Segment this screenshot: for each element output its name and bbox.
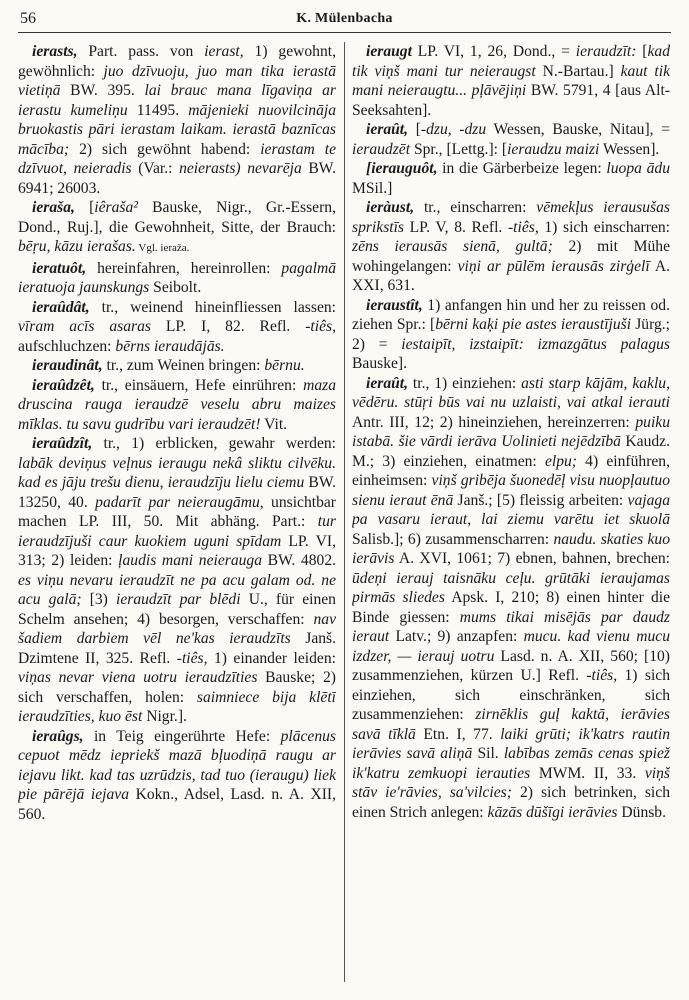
dictionary-entry <box>18 42 336 198</box>
entry-text: tr., weinend hineinfliessen lassen: <box>89 298 336 316</box>
entry-example: viņš stāv ie'rāvies, sa'vilcies; <box>352 764 670 801</box>
entry-text: BW. 395. <box>60 82 145 99</box>
entry-text: (Var.: <box>131 160 180 177</box>
entry-example: kāzās dūšīgi ierāvies <box>487 803 618 821</box>
entry-text: Lasd. n. A. XII, 560; [10) zusammenziehen, kürzen U.] Refl. <box>352 647 670 684</box>
entry-example: ieraudzu maizi <box>507 140 600 158</box>
entry-example: laiki grūti; ik'katrs rautin ierāvies savā aliņā <box>352 725 670 762</box>
entry-example: bērni kaķi pie astes ieraustījuši <box>435 316 632 333</box>
entry-example: padarīt par neieraugāmu, <box>95 493 264 511</box>
entry-text: 2) sich betrinken, sich einen Strich anlegen: <box>352 784 670 821</box>
dictionary-entry <box>352 198 670 296</box>
dictionary-entry <box>18 298 336 357</box>
entry-text: Janš. Dzimtene II, 325. Refl. <box>18 630 336 667</box>
entry-headword: ieraugt <box>366 43 412 60</box>
entry-text: 1) sich einziehen, sich einschränken, sich zusammenziehen: <box>352 667 670 723</box>
entry-example: bērnu. <box>264 357 305 374</box>
entry-headword: ieratuôt, <box>32 259 87 277</box>
entry-text: Latv.; 9) anzapfen: <box>389 628 524 645</box>
entry-example: ieraudzīt: <box>575 43 637 60</box>
entry-text: Antr. III, 12; 2) hineinziehen, hereinzerren: <box>352 413 636 431</box>
entry-text: Wessen, Bauske, Nitau], = <box>486 121 670 138</box>
entry-headword: ieraûdzît, <box>32 435 93 452</box>
entry-text: Nigr.]. <box>142 708 187 725</box>
dictionary-entry <box>18 376 336 435</box>
dictionary-entry <box>18 727 336 825</box>
entry-example: mucu. kad vienu mucu izdzer, — ierauj uotru <box>352 628 670 665</box>
entry-text: unsichtbar machen LP. III, 50. Mit abhäng. Part.: <box>18 493 336 530</box>
entry-text: MSil.] <box>352 179 393 197</box>
entry-headword: ieraustît, <box>366 296 423 314</box>
entry-text: BW. 4802. <box>262 552 336 569</box>
entry-headword: ieraût, <box>366 121 409 138</box>
entry-example: juo dzīvuoju, juo man tika ierastā vietiņā <box>18 62 336 99</box>
entry-text: Apsk. I, 210; 8) einen hinter die Binde giessen: <box>352 589 670 626</box>
entry-headword: [ierauguôt, <box>366 160 438 177</box>
entry-example: nav šadiem darbiem vēl ne'kas ieraudzīts <box>18 610 336 647</box>
entry-example: viņi ar pūlēm ierausās zirģelī <box>457 257 650 275</box>
entry-text: 1) einander leiden: <box>207 649 336 667</box>
entry-example: mums tikai misējās par daudz ieraut <box>352 608 670 645</box>
entry-headword: ieraša, <box>32 199 75 216</box>
entry-text: Salisb.]; 6) zusammenscharren: <box>352 530 554 548</box>
entry-text: [ <box>636 43 648 60</box>
entry-example: ūdeņi ierauj taisnāku ceļu. grūtāki ieraujamas pirmās sliedes <box>352 569 670 606</box>
entry-text: Kokn., Adsel, Lasd. n. A. XII, 560. <box>18 786 336 823</box>
entry-example: mājenieki nuovilcināja bruokastis pāri ierastam laikam. ierastā baznīcas mācība; <box>18 101 336 158</box>
entry-text: 1) sich einscharren: <box>538 218 670 236</box>
entry-example: zēns ierausās sienā, gultā; <box>352 238 553 255</box>
entry-text: 11495. <box>127 101 189 119</box>
entry-example: plācenus cepuot mēdz iepriekš mazā bļuodiņā raugu ar iejavu likt. kad tas uzrūdzis, tad tuo (ieraugu) liek pie pārējā iejava <box>18 727 336 803</box>
entry-example: kaut tik mani neieraugtu... pļāvējiņi <box>352 62 670 99</box>
entry-text: MWM. II, 33. <box>530 764 645 782</box>
dictionary-entry <box>18 356 336 376</box>
entry-text: BW. 13250, 40. <box>18 474 336 511</box>
entry-text: Sil. <box>472 745 504 762</box>
entry-example: labāk deviņus veļnus ieraugu nekâ sliktu cilvēku. kad es jāju trešu dienu, ieraudzīju lielu ciemu <box>18 454 336 491</box>
entry-text: 2) sich gewöhnt habend: <box>69 140 261 158</box>
dictionary-entry <box>352 42 670 120</box>
entry-example: labības zemās cenas spiež ik'katru zemkuopi ierauties <box>352 745 670 782</box>
entry-example: asti starp kājām, kaklu, vēdēru. stūŗi būs vai nu uzlaisti, vai atkal ierauti <box>352 374 670 411</box>
entry-text: Spr., [Lettg.]: [ <box>410 140 508 158</box>
entry-text: [ <box>408 121 421 138</box>
entry-example: luopa ādu <box>606 160 670 177</box>
entry-text: LP. I, 82. Refl. <box>150 318 306 335</box>
dictionary-entry <box>352 120 670 159</box>
entry-text: in Teig eingerührte Hefe: <box>83 727 281 745</box>
entry-example: -tiês, <box>586 667 618 684</box>
entry-text: LP. V, 8. Refl. <box>404 218 508 236</box>
entry-example: viņas nevar viena uotru ieraudzīties <box>18 669 258 686</box>
entry-example: puiku istabā. šie vārdi ierāva Uolinieti nejēdzībā <box>352 413 670 450</box>
text-columns <box>18 42 670 992</box>
page-header <box>18 6 671 33</box>
entry-example: iestaipīt, izstaipīt: izmazgātus palagus <box>401 335 670 353</box>
entry-text: 4) einführen, einheimsen: <box>352 452 670 489</box>
left-column <box>18 42 336 992</box>
entry-text: Seibolt. <box>149 279 202 296</box>
entry-text: aufschluchzen: <box>18 337 116 355</box>
entry-headword: ieraûdzêt, <box>32 376 95 394</box>
entry-text: in die Gärberbeize legen: <box>437 160 607 177</box>
dictionary-entry <box>18 259 336 298</box>
entry-text: Jürg.; 2) = <box>352 316 670 353</box>
entry-example: -dzu, -dzu <box>420 121 487 138</box>
entry-text: Dünsb. <box>617 803 667 821</box>
entry-text: Wessen]. <box>599 140 660 158</box>
entry-text: 1) gewohnt, gewöhnlich: <box>18 43 336 80</box>
entry-example: kad tik viņš mani tur neieraugst <box>352 43 670 80</box>
entry-example: ierast, <box>204 43 244 60</box>
dictionary-entry <box>18 434 336 727</box>
right-column <box>352 42 670 992</box>
entry-example: lai brauc mana līgaviņa ar ierastu kumeliņu <box>18 82 336 119</box>
entry-example: bērns ieraudājās. <box>115 337 225 355</box>
entry-example: elpu; <box>544 452 577 470</box>
entry-headword: ieraûgs, <box>32 727 84 745</box>
entry-note: ieraža. <box>160 242 190 254</box>
entry-text: tr., zum Weinen bringen: <box>102 357 265 374</box>
entry-text: Bauske]. <box>352 355 407 372</box>
entry-text: BW. 5791, 4 [aus Alt-Seeksahten]. <box>352 82 670 119</box>
entry-example: -tiês, <box>507 218 539 236</box>
entry-text: [ <box>74 199 95 216</box>
entry-example: pagalmā ieratuoja jaunskungs <box>18 259 336 296</box>
entry-note: Vgl. <box>135 242 161 254</box>
entry-text: [3) <box>81 591 117 608</box>
entry-text: Part. pass. von <box>77 43 205 60</box>
entry-text: hereinfahren, hereinrollen: <box>86 259 282 277</box>
entry-headword: ieraût, <box>366 374 409 392</box>
entry-text: LP. VI, 313; 2) leiden: <box>18 532 336 569</box>
entry-text: tr., 1) einziehen: <box>408 374 522 392</box>
entry-text: A. XVI, 1061; 7) ebnen, bahnen, brechen: <box>394 550 670 567</box>
entry-example: naudu. skaties kuo ierāvis <box>352 530 670 567</box>
entry-example: ieraudzīt par blēdi <box>116 591 241 608</box>
entry-headword: ieraudinât, <box>32 357 103 374</box>
running-head: K. Mülenbacha <box>296 11 393 26</box>
entry-text: U., für einen Schelm ansehen; 4) besorgen, verschaffen: <box>18 591 336 628</box>
dictionary-entry <box>352 159 670 198</box>
entry-text: Bauske, Nigr., Gr.-Essern, Dond., Ruj.], die Gewohnheit, Sitte, der Brauch: <box>18 199 336 236</box>
entry-text: N.-Bartau.] <box>535 62 621 80</box>
page-number: 56 <box>20 10 36 27</box>
entry-text: Etn. I, 77. <box>415 725 501 743</box>
entry-example: maza druscina rauga ieraudzē veselu abru maizes mīklas. tu savu gudrību vari ieraudzēt! <box>18 376 336 433</box>
entry-text: 2) mit Mühe wohingelangen: <box>352 238 670 275</box>
entry-example: iêraša² <box>94 199 138 216</box>
entry-example: -tiês, <box>176 649 208 667</box>
entry-example: vēmekļus ierausušas sprikstīs <box>352 199 670 236</box>
entry-example: -tiês, <box>305 318 336 335</box>
dictionary-entry <box>352 296 670 374</box>
entry-example: viņš gribēja šuonedēļ visu nuopļautuo sienu ieraut ēnā <box>352 472 670 509</box>
entry-example: ļaudis mani neierauga <box>118 552 263 569</box>
dictionary-entry <box>18 198 336 259</box>
entry-text: tr., einsäuern, Hefe einrühren: <box>94 376 304 394</box>
entry-text: tr., einscharren: <box>414 199 537 216</box>
entry-headword: ieràust, <box>366 199 415 216</box>
entry-example: es viņu nevaru ieraudzīt ne pa acu galam od. ne acu galā; <box>18 571 336 608</box>
entry-example: vīram acīs asaras <box>18 318 151 335</box>
column-divider <box>344 42 345 982</box>
entry-example: tur ieraudzījuši caur kuokiem uguni spīdam <box>18 513 336 550</box>
entry-example: zirnēklis guļ kaktā, ierāvies savā tīklā <box>352 706 670 743</box>
entry-example: bēŗu, kāzu ierašas. <box>18 238 136 255</box>
entry-text: Kaudz. M.; 3) einziehen, einatmen: <box>352 433 670 470</box>
entry-example: ieraudzēt <box>352 140 411 158</box>
entry-text: Janš.; [5) fleissig arbeiten: <box>453 491 628 509</box>
entry-text: tr., 1) erblicken, gewahr werden: <box>92 435 336 452</box>
entry-text: LP. VI, 1, 26, Dond., = <box>411 43 576 60</box>
entry-headword: ierasts, <box>32 43 78 60</box>
entry-text: Bauske; 2) sich verschaffen, holen: <box>18 669 336 706</box>
entry-text: A. XXI, 631. <box>352 257 670 294</box>
dictionary-entry <box>352 374 670 823</box>
entry-text: BW. 6941; 26003. <box>18 160 336 197</box>
entry-example: neierasts) nevarēja <box>179 160 302 177</box>
entry-example: ierastam te dzīvuot, neieradis <box>18 140 336 177</box>
entry-headword: ieraûdât, <box>32 298 90 316</box>
entry-text: 1) anfangen hin und her zu reissen od. ziehen Spr.: [ <box>352 296 670 333</box>
entry-example: vajaga pa vasaru ieraut, lai ziemu varētu iet skuolā <box>352 491 670 528</box>
entry-example: saimniece bija klētī ieraudzīties, kuo ēst <box>18 688 336 725</box>
entry-text: Vit. <box>260 415 288 433</box>
